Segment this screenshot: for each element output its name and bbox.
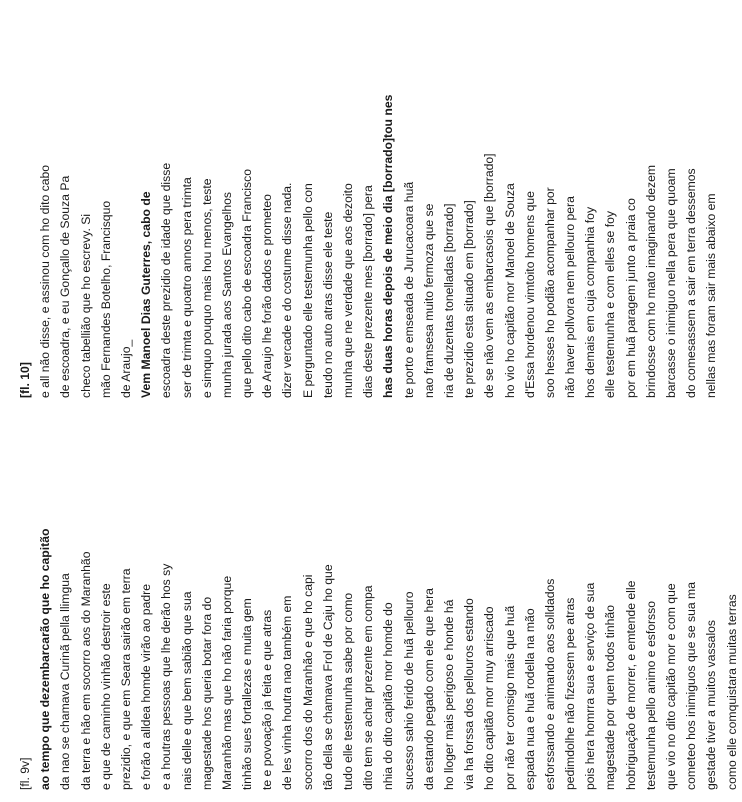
text-line: te porto e emseada de Jurucacoara huã xyxy=(401,181,416,398)
text-line: de Araujo lhe forão dados e prometeo xyxy=(260,194,275,398)
text-line: que pello dito cabo de escoadra Francisco xyxy=(240,169,255,398)
text-line: e que de caminho vinhão destroir este xyxy=(98,583,113,790)
text-line: tinhão sues fortallezas e muita gem xyxy=(240,598,255,790)
text-line: ho vio ho capitão mor Manoel de Souza xyxy=(502,183,517,398)
text-line: de escoadra, e eu Gonçallo de Souza Pa xyxy=(58,175,73,398)
text-line: e all não disse, e assinou com ho dito cabo xyxy=(38,164,53,398)
text-line: de Araujo_ xyxy=(118,339,133,398)
text-line: hobriguação de morrer, e emtende elle xyxy=(623,580,638,790)
text-line: E perguntado elle testemunha pello con xyxy=(300,183,315,398)
text-line: munha jurada aos Santos Evangelhos xyxy=(219,192,234,398)
text-line: magestade hos queria botar fora do xyxy=(199,596,214,790)
text-line: sucesso sahio ferido de huã pellouro xyxy=(401,591,416,790)
text-line: via ha forssa dos pellouros estando xyxy=(462,598,477,790)
text-line: de les vinha houtra nao também em xyxy=(280,595,295,790)
text-line: ho dito capitão mor muy arriscado xyxy=(482,606,497,790)
text-line: por em huã paragem junto a praia co xyxy=(623,198,638,398)
text-line: por não ter comsigo mais que huã xyxy=(502,605,517,790)
text-line: mão Fernandes Botelho, Francisquo xyxy=(98,200,113,398)
text-line: e forão a alldea homde virão ao padre xyxy=(139,584,154,790)
text-line: magestade por quem todos tinhão xyxy=(603,605,618,790)
right-column xyxy=(15,28,722,398)
text-line: espada nua e huã rodella na mão xyxy=(522,608,537,790)
text-line: nellas mas foram sair mais abaixo em xyxy=(704,193,719,398)
text-line: dizer vercade e do costume disse nada. xyxy=(280,182,295,398)
text-line: de se não vem as embarcasois que [borrado] xyxy=(482,153,497,398)
text-line: teudo no auto atras disse ele teste xyxy=(320,211,335,398)
text-line: Vem Manoel Dias Guterres, cabo de xyxy=(139,191,154,398)
text-line: prezidio, e que em Seara sairão em terra xyxy=(118,568,133,790)
text-line: nhia do dito capitão mor homde do xyxy=(381,602,396,790)
text-line: socorro dos do Maranhão e que ho capi xyxy=(300,574,315,790)
text-line: esforssando e animando aos solldados xyxy=(542,578,557,790)
text-line: não haver pollvora nem pellouro pera xyxy=(563,196,578,398)
text-line: has duas horas depois de meio dia [borrado]tou nes xyxy=(381,94,396,398)
text-line: d'Essa hordenou vimtoito homens que xyxy=(522,191,537,398)
text-line: tudo elle testemunha sabe por como xyxy=(341,592,355,790)
text-line: hos demais em cuja companhia foy xyxy=(583,206,598,398)
text-line: nao framsesa muito fermoza que se xyxy=(421,203,436,398)
text-line: brindosse com ho mato imaginando dezem xyxy=(643,164,658,398)
text-line: como elle comquistara muitas terras xyxy=(724,594,739,790)
text-line: soo hesses ho podião acompanhar por xyxy=(542,187,557,398)
folio-label: [fl. 9v] xyxy=(18,757,32,790)
text-line: cometeo hos inimiguos que se sua ma xyxy=(684,582,699,790)
text-line: ria de duzentas tonelladas [borrado] xyxy=(441,203,456,398)
text-line: da nao se chamava Curinã pella llimgua xyxy=(58,573,73,790)
text-line: te prezidio esta situado em [borrado] xyxy=(462,200,477,398)
text-line: da terra e hão em socorro aos do Maranhão xyxy=(78,551,93,790)
text-line: pois hera homrra sua e serviço de sua xyxy=(583,582,598,790)
text-line: testemunha pello animo e esforsso xyxy=(643,600,658,790)
text-line: escoadra deste prezidio de idade que disse xyxy=(159,162,174,398)
text-line: e simquo pouquo mais hou menos, teste xyxy=(199,178,214,398)
text-line: ao tempo que dezembarcarão que ho capitão xyxy=(38,528,53,790)
text-line: dias deste prezente mes [borrado] pera xyxy=(361,185,376,398)
text-line: tão della se chamava Frol de Caju ho que xyxy=(320,564,335,790)
text-line: que vio no dito capitão mor e com que xyxy=(664,583,678,790)
left-column xyxy=(15,420,742,790)
text-line: nais delle e que bem sabião que sua xyxy=(179,591,194,790)
text-line: ho lloger mais perigoso e honde há xyxy=(441,599,456,790)
text-line: gestade tiver a muitos vassalos xyxy=(704,619,719,790)
folio-label: [fl. 10] xyxy=(18,362,32,398)
text-line: e a houtras pessoas que lhe derão hos sy xyxy=(159,563,174,790)
text-line: elle testemunha e com elles se foy xyxy=(603,211,618,398)
text-line: Maranhão mas que ho não faria porque xyxy=(219,575,234,790)
text-line: ser de trimta e quoatro annos pera trimta xyxy=(179,177,194,398)
text-line: da estando pegado com ele que hera xyxy=(421,588,436,790)
text-line: te e povoação ja feita e que atras xyxy=(260,609,275,790)
text-line: munha que ne verdade que aos dezoito xyxy=(341,183,355,398)
text-line: barcasse o inimiguo nella pera que quoam xyxy=(664,168,678,398)
text-line: pedimdolhe não fizessem pee atras xyxy=(563,597,578,790)
text-line: do comesassem a sair em terra dessemos xyxy=(684,168,699,398)
text-line: dito tem se achar prezente em compa xyxy=(361,585,376,790)
text-line: checo tabellião que ho escrevy. Si xyxy=(78,213,93,398)
